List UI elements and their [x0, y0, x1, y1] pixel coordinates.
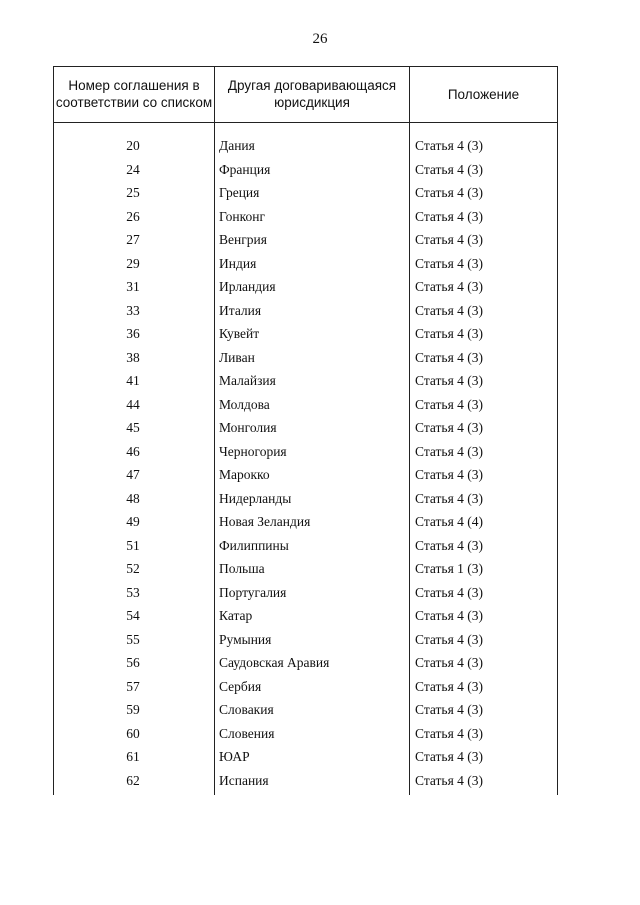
provision-cell: Статья 4 (3) [415, 232, 484, 247]
agreement-number-cell: 31 [126, 279, 140, 294]
table-row [53, 561, 558, 585]
agreement-number-cell: 45 [126, 420, 140, 435]
provision-cell: Статья 4 (3) [415, 678, 484, 694]
jurisdiction-cell: Словения [219, 725, 275, 741]
table-row [53, 162, 558, 186]
jurisdiction-cell: Индия [219, 255, 257, 271]
table-row [53, 467, 558, 491]
provision-cell: Статья 4 (3) [415, 326, 484, 341]
agreement-number-cell: 46 [126, 443, 140, 459]
agreement-number-cell: 61 [126, 749, 140, 764]
table-row [53, 279, 558, 303]
provision-cell: Статья 4 (3) [415, 631, 484, 647]
agreement-number-cell: 62 [126, 772, 140, 788]
agreement-number-cell: 26 [126, 208, 140, 224]
provision-cell: Статья 4 (3) [415, 161, 484, 177]
jurisdiction-cell: Нидерланды [219, 490, 292, 506]
agreements-table [53, 66, 558, 795]
provision-cell: Статья 1 (3) [415, 561, 484, 576]
jurisdiction-cell: Дания [219, 138, 255, 153]
provision-cell: Статья 4 (3) [415, 772, 484, 788]
header-agreement-number: Номер соглашения в соответствии со списком [55, 78, 213, 110]
table-row [53, 138, 558, 162]
table-row [53, 350, 558, 374]
agreement-number-cell: 57 [126, 678, 140, 694]
provision-cell: Статья 4 (3) [415, 443, 484, 459]
jurisdiction-cell: Малайзия [219, 373, 276, 388]
jurisdiction-cell: Испания [219, 772, 269, 788]
jurisdiction-cell: Филиппины [219, 537, 289, 553]
table-row [53, 702, 558, 726]
table-row [53, 232, 558, 256]
provision-cell: Статья 4 (3) [415, 279, 484, 294]
table-row [53, 514, 558, 538]
agreement-number-cell: 41 [126, 373, 140, 388]
table-row [53, 773, 558, 797]
provision-cell: Статья 4 (3) [415, 584, 484, 600]
agreement-number-cell: 52 [126, 561, 140, 576]
agreement-number-cell: 56 [126, 655, 140, 670]
agreement-number-cell: 49 [126, 514, 140, 529]
jurisdiction-cell: Ирландия [219, 279, 276, 294]
provision-cell: Статья 4 (3) [415, 725, 484, 741]
agreement-number-cell: 54 [126, 608, 140, 623]
table-row [53, 303, 558, 327]
table-row [53, 749, 558, 773]
provision-cell: Статья 4 (3) [415, 490, 484, 506]
provision-cell: Статья 4 (3) [415, 608, 484, 623]
jurisdiction-cell: Молдова [219, 396, 270, 412]
header-divider [53, 122, 558, 123]
page-number: 26 [312, 31, 328, 47]
table-row [53, 726, 558, 750]
jurisdiction-cell: Италия [219, 302, 262, 318]
agreement-number-cell: 59 [126, 702, 140, 717]
agreement-number-cell: 33 [126, 302, 140, 318]
table-row [53, 256, 558, 280]
agreement-number-cell: 60 [126, 725, 140, 741]
jurisdiction-cell: ЮАР [219, 749, 250, 764]
jurisdiction-cell: Кувейт [219, 326, 260, 341]
provision-cell: Статья 4 (3) [415, 138, 484, 153]
table-row [53, 397, 558, 421]
agreement-number-cell: 53 [126, 584, 140, 600]
header-provision: Положение [447, 86, 520, 102]
agreement-number-cell: 25 [126, 185, 140, 200]
agreement-number-cell: 51 [126, 537, 140, 553]
table-row [53, 679, 558, 703]
jurisdiction-cell: Румыния [219, 631, 272, 647]
jurisdiction-cell: Марокко [219, 467, 270, 482]
provision-cell: Статья 4 (3) [415, 537, 484, 553]
jurisdiction-cell: Монголия [219, 420, 277, 435]
table-row [53, 632, 558, 656]
table-row [53, 655, 558, 679]
agreement-number-cell: 29 [126, 255, 140, 271]
agreement-number-cell: 20 [126, 138, 140, 153]
jurisdiction-cell: Португалия [219, 584, 287, 600]
jurisdiction-cell: Новая Зеландия [219, 514, 311, 529]
provision-cell: Статья 4 (3) [415, 420, 484, 435]
table-row [53, 608, 558, 632]
jurisdiction-cell: Ливан [219, 349, 255, 365]
jurisdiction-cell: Катар [219, 608, 253, 623]
table-row [53, 209, 558, 233]
provision-cell: Статья 4 (3) [415, 208, 484, 224]
agreement-number-cell: 24 [126, 161, 140, 177]
table-row [53, 326, 558, 350]
agreement-number-cell: 36 [126, 326, 140, 341]
agreement-number-cell: 27 [126, 232, 140, 247]
agreement-number-cell: 48 [126, 490, 140, 506]
provision-cell: Статья 4 (3) [415, 655, 484, 670]
jurisdiction-cell: Словакия [219, 702, 274, 717]
agreement-number-cell: 47 [126, 467, 140, 482]
jurisdiction-cell: Польша [219, 561, 265, 576]
jurisdiction-cell: Франция [219, 161, 271, 177]
agreement-number-cell: 38 [126, 349, 140, 365]
jurisdiction-cell: Гонконг [219, 208, 265, 224]
provision-cell: Статья 4 (3) [415, 702, 484, 717]
provision-cell: Статья 4 (3) [415, 749, 484, 764]
header-jurisdiction: Другая договаривающаяся юрисдикция [227, 78, 397, 110]
provision-cell: Статья 4 (3) [415, 467, 484, 482]
agreement-number-cell: 44 [126, 396, 140, 412]
table-row [53, 420, 558, 444]
provision-cell: Статья 4 (4) [415, 514, 484, 529]
provision-cell: Статья 4 (3) [415, 185, 484, 200]
provision-cell: Статья 4 (3) [415, 255, 484, 271]
table-row [53, 538, 558, 562]
provision-cell: Статья 4 (3) [415, 302, 484, 318]
jurisdiction-cell: Греция [219, 185, 260, 200]
jurisdiction-cell: Венгрия [219, 232, 267, 247]
provision-cell: Статья 4 (3) [415, 373, 484, 388]
jurisdiction-cell: Черногория [219, 443, 287, 459]
provision-cell: Статья 4 (3) [415, 396, 484, 412]
jurisdiction-cell: Саудовская Аравия [219, 655, 330, 670]
table-row [53, 444, 558, 468]
table-row [53, 185, 558, 209]
agreement-number-cell: 55 [126, 631, 140, 647]
table-row [53, 373, 558, 397]
table-row [53, 585, 558, 609]
provision-cell: Статья 4 (3) [415, 349, 484, 365]
table-row [53, 491, 558, 515]
jurisdiction-cell: Сербия [219, 678, 262, 694]
